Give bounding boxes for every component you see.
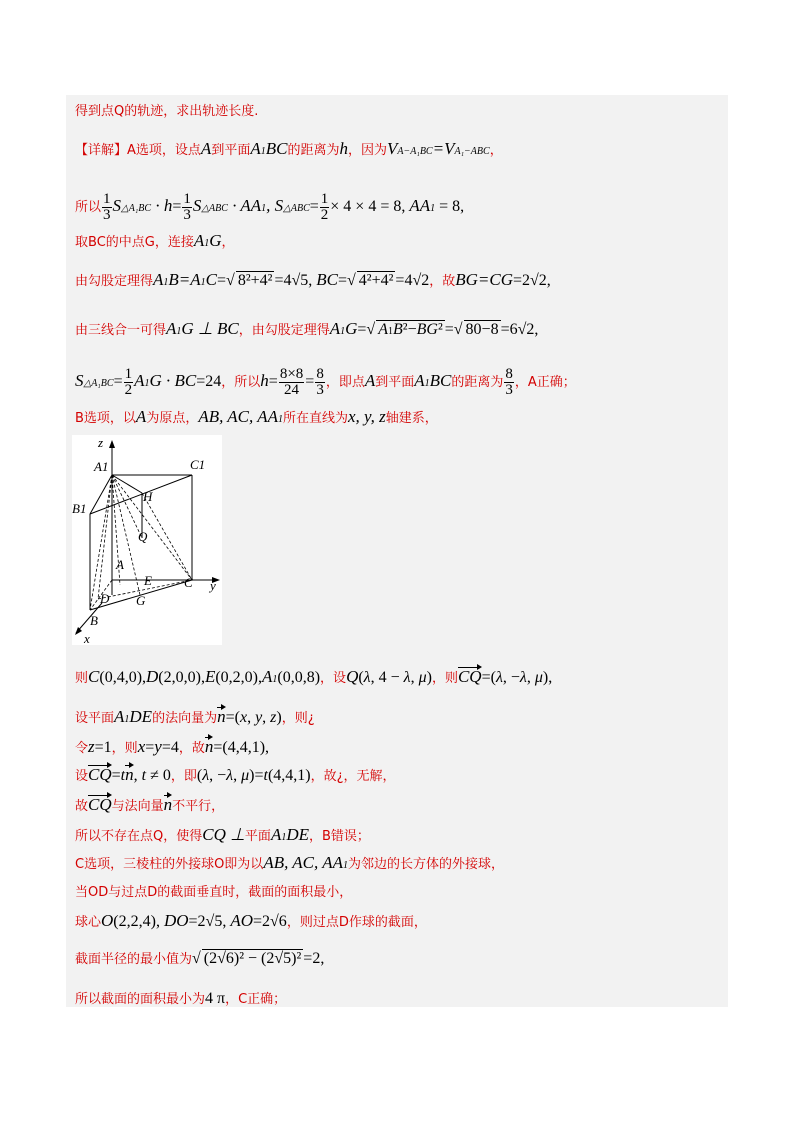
- line-7: S△A₁BC= $\frac{1}{2}$ A1G · BC=24，所以h= $\frac{8\times 8}{24}$ = $\frac{8}{3}$ ，即点A到平面A1BC的距离为 $\frac{8}{3}$ ，A正确；: [75, 366, 576, 398]
- prism-figure: [72, 435, 222, 645]
- detail-tag: 【详解】: [75, 143, 128, 158]
- label-b: B: [90, 613, 98, 628]
- line-15: C选项，三棱柱的外接球O即为以AB, AC, AA1为邻边的长方体的外接球，: [75, 853, 504, 872]
- line-13: 故CQ与法向量n不平行，: [75, 795, 225, 814]
- line-10: 设平面A1DE的法向量为n=(x, y, z)，则¿: [75, 707, 315, 726]
- label-e: E: [144, 573, 152, 588]
- line-6: 由三线合一可得A1G ⊥ BC，由勾股定理得A1G=√ A1B²−BG² =√ 80−8 =6√2,: [75, 319, 539, 338]
- line-14: 所以不存在点Q，使得CQ ⊥平面A1DE，B错误；: [75, 825, 370, 844]
- label-b1: B1: [72, 501, 87, 516]
- label-h: H: [143, 489, 153, 504]
- label-z: z: [98, 435, 104, 450]
- label-q: Q: [138, 529, 148, 544]
- line-12: 设CQ=tn, t ≠ 0，即(λ, −λ, μ)=t(4,4,1)，故¿，无解，: [75, 765, 396, 784]
- label-y: y: [210, 578, 216, 593]
- label-a: A: [116, 557, 124, 572]
- line-18: 截面半径的最小值为√ (2√6)² − (2√5)² =2,: [75, 950, 325, 967]
- label-d: D: [100, 591, 110, 606]
- line-2: 【详解】A选项，设点A到平面A1BC的距离为h，因为VA−A₁BC=VA₁−ABC，: [75, 139, 503, 158]
- line-1: 得到点Q的轨迹，求出轨迹长度.: [75, 104, 259, 119]
- line-17: 球心O(2,2,4), DO=2√5, AO=2√6，则过点D作球的截面，: [75, 911, 427, 930]
- label-x: x: [84, 631, 90, 645]
- line-16: 当OD与过点D的截面垂直时，截面的面积最小，: [75, 885, 353, 900]
- line-8: B选项，以A为原点，AB, AC, AA1所在直线为x, y, z轴建系，: [75, 407, 438, 426]
- label-g: G: [136, 593, 146, 608]
- label-a1: A1: [94, 459, 109, 474]
- line-4: 取BC的中点G，连接A1G，: [75, 231, 235, 250]
- label-c1: C1: [190, 457, 206, 472]
- line-5: 由勾股定理得A1B=A1C=√ 8²+4² =4√5, BC=√ 4²+4² =4√2，故BG=CG=2√2,: [75, 270, 551, 289]
- line-3: 所以 $\frac{1}{3}$ S△A₁BC · h= $\frac{1}{3}$ S△ABC · AA1, S△ABC= $\frac{1}{2}$ × 4 × 4 = 8, AA1 = 8,: [75, 191, 465, 223]
- line-19: 所以截面的面积最小为4 π，C正确；: [75, 990, 287, 1007]
- label-c: C: [184, 575, 193, 590]
- line-11: 令z=1，则x=y=4，故n=(4,4,1),: [75, 737, 270, 756]
- line-9: 则C(0,4,0),D(2,0,0),E(0,2,0),A1(0,0,8)，设Q(λ, 4 − λ, μ)，则CQ=(λ, −λ, μ),: [75, 667, 553, 686]
